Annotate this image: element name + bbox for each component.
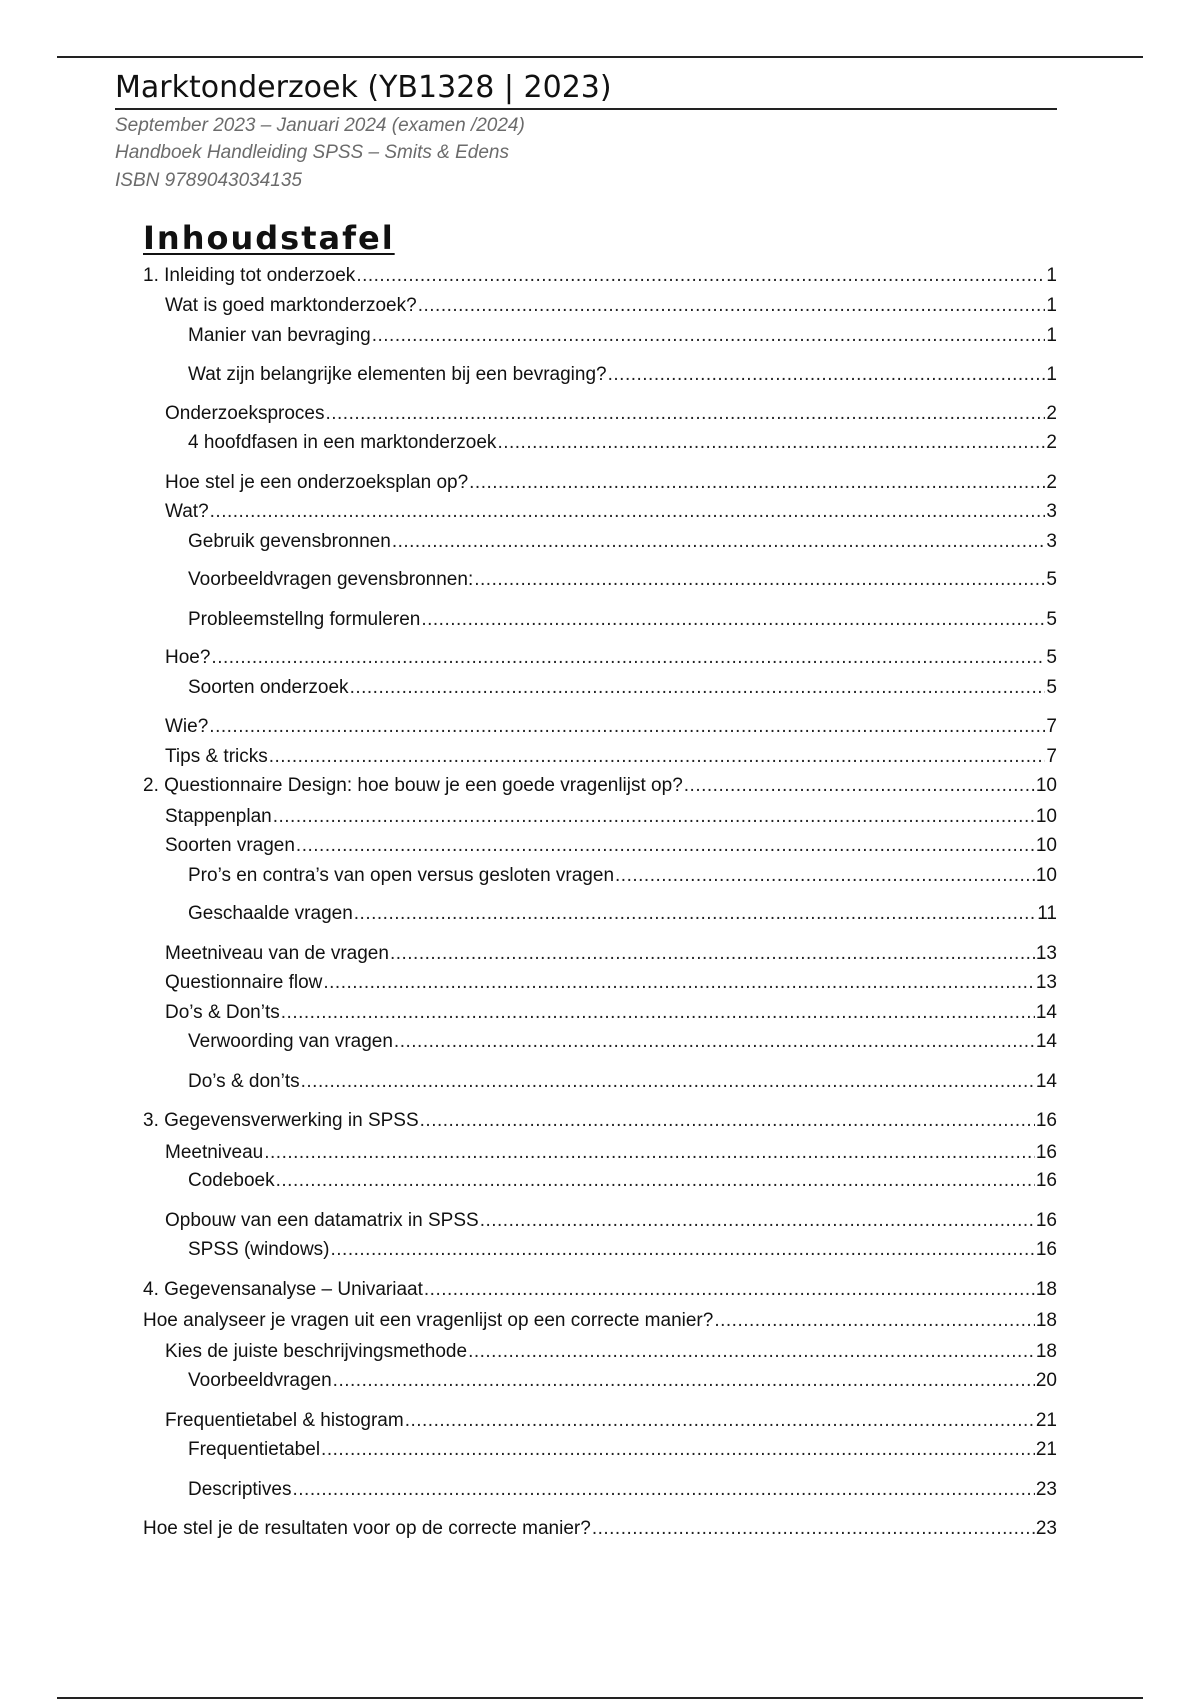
toc-entry[interactable] xyxy=(165,1208,1057,1234)
toc-entry-page: 10 xyxy=(1035,865,1057,886)
toc-entry-title: Verwoording van vragen xyxy=(188,1031,393,1052)
toc-entry[interactable] xyxy=(165,833,1057,859)
toc-leader-dots xyxy=(321,1437,1035,1463)
toc-entry-page: 16 xyxy=(1035,1210,1057,1231)
toc-entry[interactable] xyxy=(143,773,1057,799)
toc-entry-title: Frequentietabel xyxy=(188,1439,321,1460)
toc-entry-page: 1 xyxy=(1046,325,1057,346)
toc-entry[interactable] xyxy=(188,863,1057,889)
toc-entry-title: Hoe? xyxy=(165,647,211,668)
toc-entry-page: 21 xyxy=(1035,1410,1057,1431)
toc-entry-title: Manier van bevraging xyxy=(188,325,371,346)
isbn: ISBN 9789043034135 xyxy=(115,170,302,191)
course-period: September 2023 – Januari 2024 (examen /2024) xyxy=(115,115,525,136)
toc-entry[interactable] xyxy=(165,470,1057,496)
toc-entry[interactable] xyxy=(165,714,1057,740)
toc-leader-dots xyxy=(264,1140,1035,1166)
toc-entry-page: 3 xyxy=(1046,501,1057,522)
toc-entry-title: Wat? xyxy=(165,501,209,522)
toc-leader-dots xyxy=(421,607,1045,633)
toc-entry[interactable] xyxy=(165,1339,1057,1365)
toc-leader-dots xyxy=(608,362,1046,388)
toc-leader-dots xyxy=(350,675,1046,701)
toc-entry[interactable] xyxy=(143,1516,1057,1542)
toc-leader-dots xyxy=(281,1000,1035,1026)
toc-entry[interactable] xyxy=(165,1140,1057,1166)
toc-entry-title: Soorten vragen xyxy=(165,835,295,856)
toc-leader-dots xyxy=(390,941,1035,967)
toc-leader-dots xyxy=(424,1277,1035,1303)
toc-entry[interactable] xyxy=(188,901,1057,927)
toc-entry-title: Kies de juiste beschrijvingsmethode xyxy=(165,1341,468,1362)
toc-leader-dots xyxy=(296,833,1035,859)
toc-leader-dots xyxy=(394,1029,1035,1055)
toc-leader-dots xyxy=(474,567,1045,593)
toc-entry[interactable] xyxy=(188,430,1057,456)
toc-leader-dots xyxy=(209,714,1045,740)
toc-leader-dots xyxy=(615,863,1035,889)
toc-entry-title: Wat is goed marktonderzoek? xyxy=(165,295,417,316)
toc-leader-dots xyxy=(684,773,1035,799)
toc-entry-page: 14 xyxy=(1035,1071,1057,1092)
toc-entry-page: 1 xyxy=(1046,295,1057,316)
toc-entry-page: 18 xyxy=(1035,1341,1057,1362)
toc-entry-title: 4. Gegevensanalyse – Univariaat xyxy=(143,1279,423,1300)
toc-entry-title: Gebruik gevensbronnen xyxy=(188,531,391,552)
toc-entry-title: Stappenplan xyxy=(165,806,272,827)
toc-entry-page: 1 xyxy=(1046,265,1057,286)
toc-leader-dots xyxy=(356,263,1045,289)
toc-entry[interactable] xyxy=(188,1069,1057,1095)
toc-entry-page: 2 xyxy=(1046,432,1057,453)
toc-entry[interactable] xyxy=(143,1277,1057,1303)
toc-entry[interactable] xyxy=(188,1477,1057,1503)
toc-entry-page: 16 xyxy=(1035,1170,1057,1191)
toc-entry-page: 11 xyxy=(1037,903,1057,924)
toc-entry-title: Wat zijn belangrijke elementen bij een bevraging? xyxy=(188,364,607,385)
toc-entry[interactable] xyxy=(165,970,1057,996)
toc-entry-title: 3. Gegevensverwerking in SPSS xyxy=(143,1110,419,1131)
toc-entry[interactable] xyxy=(188,1237,1057,1263)
toc-entry-page: 16 xyxy=(1035,1239,1057,1260)
toc-entry-title: Meetniveau van de vragen xyxy=(165,943,389,964)
toc-entry[interactable] xyxy=(143,1308,1057,1334)
toc-entry-page: 2 xyxy=(1046,472,1057,493)
toc-entry-title: 4 hoofdfasen in een marktonderzoek xyxy=(188,432,497,453)
toc-leader-dots xyxy=(420,1108,1035,1134)
toc-entry-page: 5 xyxy=(1046,569,1057,590)
toc-leader-dots xyxy=(714,1308,1035,1334)
toc-entry-page: 20 xyxy=(1035,1370,1057,1391)
toc-leader-dots xyxy=(292,1477,1034,1503)
toc-leader-dots xyxy=(269,744,1046,770)
toc-entry[interactable] xyxy=(188,1029,1057,1055)
toc-entry-page: 5 xyxy=(1046,609,1057,630)
toc-leader-dots xyxy=(480,1208,1035,1234)
toc-leader-dots xyxy=(273,804,1035,830)
toc-entry-title: Wie? xyxy=(165,716,209,737)
handbook-reference: Handboek Handleiding SPSS – Smits & Edens xyxy=(115,142,509,163)
toc-entry-title: Hoe stel je de resultaten voor op de correcte manier? xyxy=(143,1518,591,1539)
toc-entry-page: 23 xyxy=(1035,1518,1057,1539)
toc-entry-page: 10 xyxy=(1035,806,1057,827)
toc-leader-dots xyxy=(325,401,1045,427)
toc-entry-title: Soorten onderzoek xyxy=(188,677,349,698)
document-title: Marktonderzoek (YB1328 | 2023) xyxy=(115,68,1057,110)
toc-entry-title: Tips & tricks xyxy=(165,746,268,767)
toc-entry-page: 13 xyxy=(1035,972,1057,993)
toc-entry-title: Codeboek xyxy=(188,1170,275,1191)
toc-entry-title: Pro’s en contra’s van open versus gesloten vragen xyxy=(188,865,615,886)
toc-entry-page: 3 xyxy=(1046,531,1057,552)
toc-leader-dots xyxy=(323,970,1034,996)
toc-leader-dots xyxy=(301,1069,1035,1095)
toc-entry-title: SPSS (windows) xyxy=(188,1239,330,1260)
toc-entry[interactable] xyxy=(165,1408,1057,1434)
toc-entry-page: 5 xyxy=(1046,677,1057,698)
toc-leader-dots xyxy=(331,1237,1035,1263)
toc-entry-title: Probleemstellng formuleren xyxy=(188,609,421,630)
toc-leader-dots xyxy=(211,645,1045,671)
toc-entry-page: 13 xyxy=(1035,943,1057,964)
toc-entry[interactable] xyxy=(143,263,1057,289)
toc-entry-title: Voorbeeldvragen xyxy=(188,1370,332,1391)
toc-entry[interactable] xyxy=(188,1437,1057,1463)
toc-entry-title: Meetniveau xyxy=(165,1142,264,1163)
toc-entry-title: Opbouw van een datamatrix in SPSS xyxy=(165,1210,479,1231)
toc-entry-page: 2 xyxy=(1046,403,1057,424)
toc-entry-page: 23 xyxy=(1035,1479,1057,1500)
toc-leader-dots xyxy=(372,323,1046,349)
toc-entry-page: 7 xyxy=(1046,746,1057,767)
toc-leader-dots xyxy=(405,1408,1035,1434)
toc-leader-dots xyxy=(497,430,1045,456)
toc-entry-page: 1 xyxy=(1046,364,1057,385)
toc-entry[interactable] xyxy=(143,1108,1057,1134)
toc-entry-page: 14 xyxy=(1035,1031,1057,1052)
toc-entry-title: Do’s & don’ts xyxy=(188,1071,300,1092)
toc-entry[interactable] xyxy=(188,362,1057,388)
toc-entry[interactable] xyxy=(188,675,1057,701)
toc-entry-page: 18 xyxy=(1035,1310,1057,1331)
toc-entry-title: Frequentietabel & histogram xyxy=(165,1410,404,1431)
toc-entry-page: 7 xyxy=(1046,716,1057,737)
toc-entry[interactable] xyxy=(188,1168,1057,1194)
toc-entry-page: 21 xyxy=(1035,1439,1057,1460)
toc-entry-title: Hoe analyseer je vragen uit een vragenlijst op een correcte manier? xyxy=(143,1310,714,1331)
toc-entry-title: 1. Inleiding tot onderzoek xyxy=(143,265,356,286)
toc-entry-title: Do’s & Don’ts xyxy=(165,1002,280,1023)
toc-leader-dots xyxy=(469,470,1045,496)
toc-entry-title: Hoe stel je een onderzoeksplan op? xyxy=(165,472,469,493)
toc-entry-title: Descriptives xyxy=(188,1479,292,1500)
toc-leader-dots xyxy=(354,901,1036,927)
toc-entry[interactable] xyxy=(165,744,1057,770)
toc-entry[interactable] xyxy=(165,1000,1057,1026)
toc-entry[interactable] xyxy=(165,941,1057,967)
toc-entry[interactable] xyxy=(188,607,1057,633)
toc-entry[interactable] xyxy=(165,401,1057,427)
toc-leader-dots xyxy=(276,1168,1035,1194)
toc-entry-page: 5 xyxy=(1046,647,1057,668)
toc-entry-page: 16 xyxy=(1035,1142,1057,1163)
toc-entry[interactable] xyxy=(165,499,1057,525)
toc-entry[interactable] xyxy=(165,804,1057,830)
toc-leader-dots xyxy=(418,293,1046,319)
toc-leader-dots xyxy=(392,529,1046,555)
toc-entry[interactable] xyxy=(165,645,1057,671)
toc-entry[interactable] xyxy=(188,529,1057,555)
toc-entry-page: 18 xyxy=(1035,1279,1057,1300)
toc-entry-title: Onderzoeksproces xyxy=(165,403,325,424)
toc-heading: Inhoudstafel xyxy=(143,219,395,257)
toc-entry-page: 14 xyxy=(1035,1002,1057,1023)
toc-entry-title: Geschaalde vragen xyxy=(188,903,353,924)
toc-entry[interactable] xyxy=(188,323,1057,349)
toc-entry-page: 16 xyxy=(1035,1110,1057,1131)
toc-leader-dots xyxy=(468,1339,1035,1365)
toc-entry[interactable] xyxy=(188,1368,1057,1394)
toc-entry-page: 10 xyxy=(1035,775,1057,796)
toc-entry-page: 10 xyxy=(1035,835,1057,856)
toc-entry[interactable] xyxy=(188,567,1057,593)
toc-entry-title: Voorbeeldvragen gevensbronnen: xyxy=(188,569,474,590)
top-rule xyxy=(57,56,1143,58)
toc-leader-dots xyxy=(210,499,1046,525)
toc-leader-dots xyxy=(592,1516,1035,1542)
bottom-rule xyxy=(57,1697,1143,1699)
toc-leader-dots xyxy=(333,1368,1035,1394)
toc-entry[interactable] xyxy=(165,293,1057,319)
toc-entry-title: 2. Questionnaire Design: hoe bouw je een goede vragenlijst op? xyxy=(143,775,683,796)
toc-entry-title: Questionnaire flow xyxy=(165,972,323,993)
